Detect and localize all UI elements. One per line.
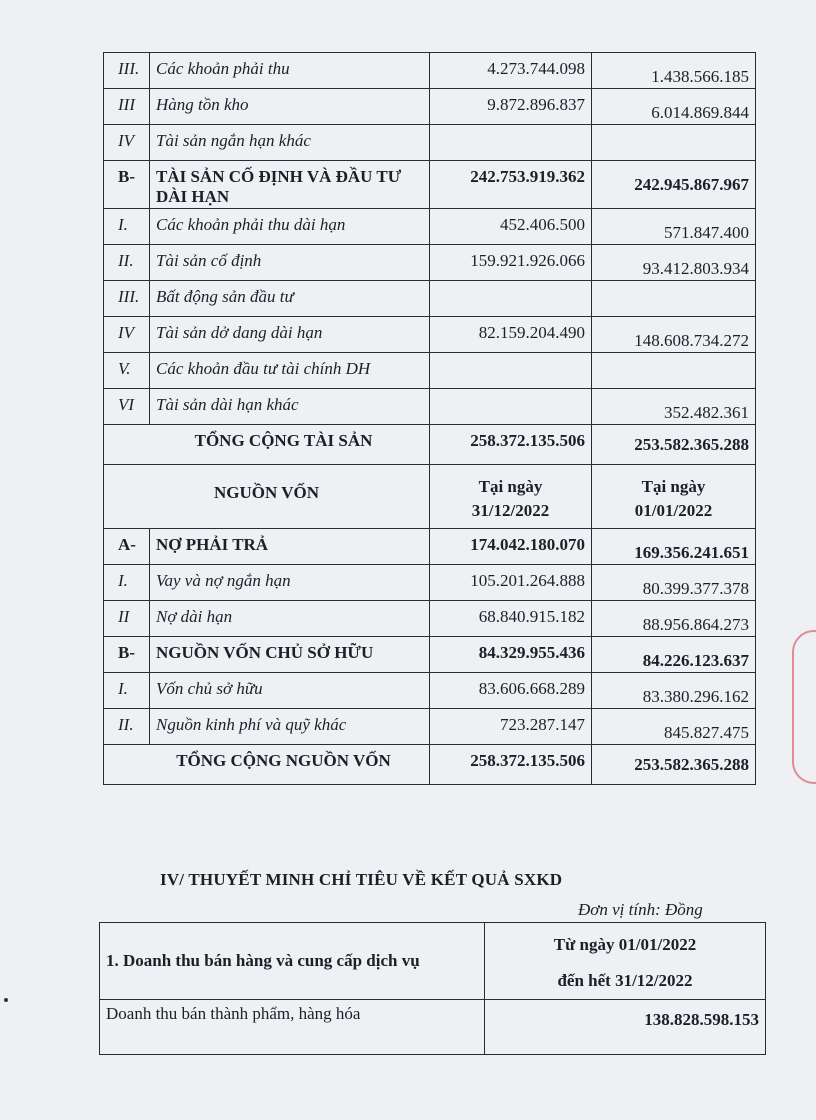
col-2022-line2: 31/12/2022 [471, 501, 550, 520]
row-code: I. [104, 673, 150, 709]
row-code: II. [104, 709, 150, 745]
row-label: TÀI SẢN CỐ ĐỊNH VÀ ĐẦU TƯ DÀI HẠN [150, 161, 430, 209]
row-value-2021: 148.608.734.272 [592, 317, 756, 353]
row-code: III [104, 89, 150, 125]
row-value-2022: 174.042.180.070 [430, 529, 592, 565]
total-assets-row [104, 425, 756, 465]
table-row [104, 709, 756, 745]
total-capital-2021: 253.582.365.288 [592, 745, 756, 785]
revenue-row-label: Doanh thu bán thành phẩm, hàng hóa [100, 1000, 485, 1055]
capital-rows [104, 529, 756, 745]
row-value-2022 [430, 281, 592, 317]
row-value-2021: 93.412.803.934 [592, 245, 756, 281]
row-value-2022: 83.606.668.289 [430, 673, 592, 709]
unit-label: Đơn vị tính: Đồng [578, 900, 703, 919]
col-2022-line1: Tại ngày [478, 477, 543, 496]
row-value-2021: 83.380.296.162 [592, 673, 756, 709]
row-code: I. [104, 209, 150, 245]
total-capital-row [104, 745, 756, 785]
row-label: Tài sản dài hạn khác [150, 389, 430, 425]
row-value-2022: 105.201.264.888 [430, 565, 592, 601]
row-code: III. [104, 281, 150, 317]
revenue-header-label: 1. Doanh thu bán hàng và cung cấp dịch vụ [100, 923, 485, 1000]
row-value-2021: 242.945.867.967 [592, 161, 756, 209]
row-code: III. [104, 53, 150, 89]
row-label: Các khoản phải thu dài hạn [150, 209, 430, 245]
row-value-2021: 88.956.864.273 [592, 601, 756, 637]
total-capital-label: TỔNG CỘNG NGUỒN VỐN [104, 745, 430, 785]
row-value-2021: 845.827.475 [592, 709, 756, 745]
row-value-2022: 84.329.955.436 [430, 637, 592, 673]
row-value-2021: 80.399.377.378 [592, 565, 756, 601]
table-row [104, 317, 756, 353]
row-code: V. [104, 353, 150, 389]
revenue-table [99, 922, 766, 1055]
row-value-2021 [592, 281, 756, 317]
table-row [104, 281, 756, 317]
revenue-header-row [100, 923, 766, 1000]
row-label: Vốn chủ sở hữu [150, 673, 430, 709]
total-assets-2021: 253.582.365.288 [592, 425, 756, 465]
row-value-2022 [430, 125, 592, 161]
row-code: II [104, 601, 150, 637]
row-value-2021: 6.014.869.844 [592, 89, 756, 125]
row-value-2022: 68.840.915.182 [430, 601, 592, 637]
row-label: Tài sản dở dang dài hạn [150, 317, 430, 353]
asset-rows [104, 53, 756, 425]
col-2021-line1: Tại ngày [641, 477, 706, 496]
red-stamp-fragment [792, 630, 816, 784]
row-label: Bất động sản đầu tư [150, 281, 430, 317]
row-label: Các khoản đầu tư tài chính DH [150, 353, 430, 389]
row-code: IV [104, 125, 150, 161]
table-row [104, 89, 756, 125]
row-code: I. [104, 565, 150, 601]
row-value-2021 [592, 125, 756, 161]
row-code: B- [104, 637, 150, 673]
row-label: NỢ PHẢI TRẢ [150, 529, 430, 565]
capital-header-col-2022 [430, 465, 592, 529]
capital-header-row [104, 465, 756, 529]
revenue-row [100, 1000, 766, 1055]
total-assets-label: TỔNG CỘNG TÀI SẢN [104, 425, 430, 465]
revenue-period [485, 923, 766, 1000]
table-row [104, 125, 756, 161]
table-row [104, 601, 756, 637]
capital-header-col-2021 [592, 465, 756, 529]
table-row [104, 389, 756, 425]
revenue-row-value: 138.828.598.153 [485, 1000, 766, 1055]
row-label: Nguồn kinh phí và quỹ khác [150, 709, 430, 745]
scan-speck [4, 998, 8, 1002]
capital-header-label: NGUỒN VỐN [104, 465, 430, 529]
row-value-2022: 242.753.919.362 [430, 161, 592, 209]
row-code: B- [104, 161, 150, 209]
row-value-2022: 159.921.926.066 [430, 245, 592, 281]
row-value-2021: 169.356.241.651 [592, 529, 756, 565]
row-code: II. [104, 245, 150, 281]
table-row [104, 673, 756, 709]
row-code: VI [104, 389, 150, 425]
row-label: Vay và nợ ngắn hạn [150, 565, 430, 601]
row-value-2022: 452.406.500 [430, 209, 592, 245]
row-label: Hàng tồn kho [150, 89, 430, 125]
row-label: Tài sản cố định [150, 245, 430, 281]
table-row [104, 353, 756, 389]
row-value-2021: 571.847.400 [592, 209, 756, 245]
row-label: NGUỒN VỐN CHỦ SỞ HỮU [150, 637, 430, 673]
row-value-2022: 723.287.147 [430, 709, 592, 745]
total-assets-2022: 258.372.135.506 [430, 425, 592, 465]
total-capital-2022: 258.372.135.506 [430, 745, 592, 785]
row-value-2022: 4.273.744.098 [430, 53, 592, 89]
row-value-2022: 82.159.204.490 [430, 317, 592, 353]
section-row [104, 637, 756, 673]
row-value-2022 [430, 389, 592, 425]
row-value-2022: 9.872.896.837 [430, 89, 592, 125]
row-code: A- [104, 529, 150, 565]
period-line1: Từ ngày 01/01/2022 [553, 935, 697, 954]
table-row [104, 53, 756, 89]
row-value-2022 [430, 353, 592, 389]
row-code: IV [104, 317, 150, 353]
row-value-2021 [592, 353, 756, 389]
section-row [104, 529, 756, 565]
row-value-2021: 1.438.566.185 [592, 53, 756, 89]
row-value-2021: 352.482.361 [592, 389, 756, 425]
balance-sheet-table [103, 52, 756, 785]
section-row [104, 161, 756, 209]
row-value-2021: 84.226.123.637 [592, 637, 756, 673]
row-label: Tài sản ngắn hạn khác [150, 125, 430, 161]
col-2021-line2: 01/01/2022 [634, 501, 713, 520]
row-label: Nợ dài hạn [150, 601, 430, 637]
table-row [104, 245, 756, 281]
table-row [104, 565, 756, 601]
results-section-title: IV/ THUYẾT MINH CHỈ TIÊU VỀ KẾT QUẢ SXKD [160, 870, 563, 889]
period-line2: đến hết 31/12/2022 [557, 971, 693, 990]
row-label: Các khoản phải thu [150, 53, 430, 89]
table-row [104, 209, 756, 245]
